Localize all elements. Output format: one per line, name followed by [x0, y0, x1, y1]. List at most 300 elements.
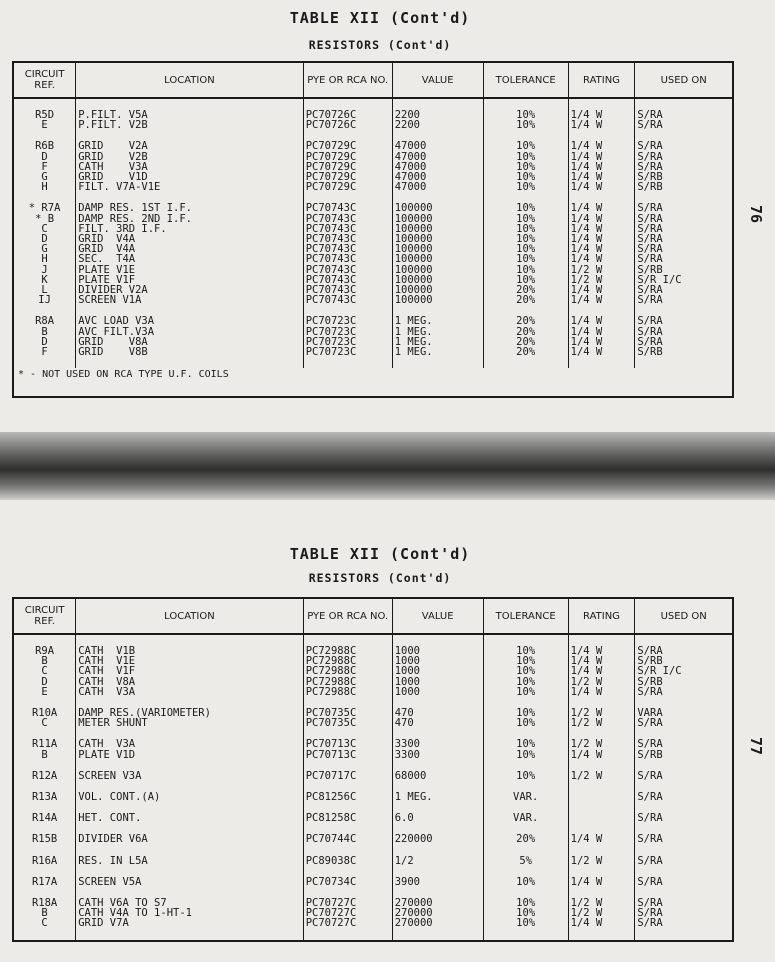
value-entry: 270000	[394, 917, 433, 930]
circuit-ref-entry: C	[41, 717, 48, 730]
circuit-ref-entry: C	[41, 665, 48, 678]
circuit-ref-entry: H	[41, 181, 48, 194]
part-number-entry: PC70717C	[305, 769, 357, 782]
location-entry: GRID V1D	[78, 171, 148, 184]
table-row	[13, 739, 733, 770]
tolerance-entry: 10%	[516, 212, 536, 225]
value-entry: 100000	[394, 263, 433, 276]
circuit-ref-entry: IJ	[38, 294, 51, 307]
cell-location	[76, 898, 304, 941]
table-subtitle: RESISTORS (Cont'd)	[308, 38, 452, 52]
rating-entry: 1/4 W	[570, 875, 603, 888]
location-entry: GRID V2A	[78, 140, 148, 153]
rating-entry: 1/4 W	[570, 665, 603, 678]
circuit-ref-entry: R14A	[31, 812, 58, 825]
tolerance-entry: 10%	[516, 109, 536, 121]
cell-tolerance	[483, 792, 568, 813]
cell-used-on	[635, 203, 733, 316]
value-entry: 1000	[394, 685, 420, 698]
cell-value	[392, 877, 483, 898]
used-on-entry: S/RB	[637, 675, 663, 688]
value-entry: 470	[394, 717, 414, 730]
tolerance-entry: 20%	[516, 833, 536, 846]
used-on-entry: S/RA	[637, 769, 663, 782]
circuit-ref-entry: B	[41, 907, 48, 920]
cell-part-number	[303, 141, 392, 203]
location-entry: PLATE V1E	[78, 263, 136, 276]
circuit-ref-entry: B	[41, 748, 48, 761]
value-entry: 47000	[394, 160, 427, 173]
part-number-entry: PC70713C	[305, 748, 357, 761]
part-number-entry: PC72988C	[305, 675, 357, 688]
used-on-entry: S/RA	[637, 160, 663, 173]
cell-circuit-ref	[13, 708, 76, 739]
location-entry: HET. CONT.	[78, 812, 142, 825]
part-number-entry: PC70743C	[305, 243, 357, 256]
cell-value	[392, 739, 483, 770]
rating-entry: 1/4 W	[570, 645, 603, 657]
part-number-entry: PC70743C	[305, 233, 357, 246]
table-title: TABLE XII (Cont'd)	[289, 545, 471, 563]
cell-used-on	[635, 771, 733, 792]
column-header-value: VALUE	[392, 62, 483, 98]
location-entry: CATH V3A	[78, 738, 136, 751]
circuit-ref-entry: L	[41, 284, 48, 297]
location-entry: DAMP RES. 2ND I.F.	[78, 212, 192, 225]
part-number-entry: PC70723C	[305, 315, 357, 328]
circuit-ref-entry: J	[41, 263, 48, 276]
location-entry: PLATE V1D	[78, 748, 136, 761]
rating-entry: 1/2 W	[570, 273, 603, 286]
tolerance-entry: 10%	[516, 222, 536, 235]
cell-part-number	[303, 898, 392, 941]
part-number-entry: PC70727C	[305, 907, 357, 920]
circuit-ref-entry: D	[41, 233, 48, 246]
cell-circuit-ref	[13, 141, 76, 203]
value-entry: 47000	[394, 181, 427, 194]
column-header-circuit-ref: CIRCUIT REF.	[13, 62, 76, 98]
circuit-ref-entry: R9A	[35, 645, 55, 657]
table-row	[13, 834, 733, 855]
cell-rating	[568, 316, 635, 368]
circuit-ref-entry: D	[41, 150, 48, 163]
location-entry: SCREEN V3A	[78, 769, 142, 782]
part-number-entry: PC70743C	[305, 294, 357, 307]
rating-entry: 1/4 W	[570, 119, 603, 132]
circuit-ref-entry: C	[41, 222, 48, 235]
cell-part-number	[303, 792, 392, 813]
used-on-entry: S/RA	[637, 717, 663, 730]
tolerance-entry: 10%	[516, 917, 536, 930]
circuit-ref-entry: R13A	[31, 791, 58, 804]
cell-rating	[568, 771, 635, 792]
page-fold-shadow	[0, 432, 775, 500]
value-entry: 6.0	[394, 812, 414, 825]
cell-value	[392, 792, 483, 813]
part-number-entry: PC70734C	[305, 875, 357, 888]
rating-entry: 1/4 W	[570, 160, 603, 173]
footnote: * - NOT USED ON RCA TYPE U.F. COILS	[18, 369, 229, 381]
circuit-ref-entry: R17A	[31, 875, 58, 888]
rating-entry: 1/2 W	[570, 738, 603, 751]
used-on-entry: S/RB	[637, 748, 663, 761]
cell-value	[392, 110, 483, 141]
resistors-table	[12, 597, 734, 942]
value-entry: 100000	[394, 284, 433, 297]
tolerance-entry: 10%	[516, 769, 536, 782]
cell-circuit-ref	[13, 771, 76, 792]
cell-circuit-ref	[13, 813, 76, 834]
location-entry: METER SHUNT	[78, 717, 148, 730]
used-on-entry: S/RA	[637, 140, 663, 153]
cell-location	[76, 646, 304, 708]
rating-entry: 1/4 W	[570, 253, 603, 266]
cell-used-on	[635, 856, 733, 877]
circuit-ref-entry: R11A	[31, 738, 58, 751]
tolerance-entry: 20%	[516, 294, 536, 307]
tolerance-entry: 10%	[516, 897, 536, 910]
value-entry: 1/2	[394, 854, 414, 867]
location-entry: FILT. 3RD I.F.	[78, 222, 167, 235]
tolerance-entry: 10%	[516, 655, 536, 668]
part-number-entry: PC70744C	[305, 833, 357, 846]
resistors-table	[12, 61, 734, 398]
tolerance-entry: 10%	[516, 150, 536, 163]
location-entry: CATH V1E	[78, 655, 136, 668]
cell-circuit-ref	[13, 856, 76, 877]
circuit-ref-entry: G	[41, 243, 48, 256]
cell-location	[76, 110, 304, 141]
rating-entry: 1/4 W	[570, 181, 603, 194]
column-header-part-number: PYE OR RCA NO.	[303, 62, 392, 98]
location-entry: SCREEN V5A	[78, 875, 142, 888]
value-entry: 100000	[394, 222, 433, 235]
location-entry: GRID V7A	[78, 917, 129, 930]
circuit-ref-entry: H	[41, 253, 48, 266]
part-number-entry: PC81256C	[305, 791, 357, 804]
cell-tolerance	[483, 316, 568, 368]
part-number-entry: PC70723C	[305, 335, 357, 348]
column-header-location: LOCATION	[76, 598, 304, 634]
tolerance-entry: 20%	[516, 335, 536, 348]
value-entry: 3300	[394, 748, 420, 761]
cell-part-number	[303, 708, 392, 739]
value-entry: 1000	[394, 645, 420, 657]
location-entry: PLATE V1F	[78, 273, 136, 286]
cell-circuit-ref	[13, 898, 76, 941]
cell-part-number	[303, 856, 392, 877]
circuit-ref-entry: G	[41, 171, 48, 184]
used-on-entry: S/RA	[637, 315, 663, 328]
value-entry: 100000	[394, 273, 433, 286]
location-entry: CATH V6A TO S7	[78, 897, 167, 910]
tolerance-entry: 10%	[516, 875, 536, 888]
circuit-ref-entry: * B	[35, 212, 55, 225]
cell-part-number	[303, 203, 392, 316]
cell-used-on	[635, 898, 733, 941]
rating-entry: 1/2 W	[570, 263, 603, 276]
used-on-entry: S/RA	[637, 294, 663, 307]
cell-tolerance	[483, 141, 568, 203]
circuit-ref-entry: R6B	[35, 140, 55, 153]
table-row	[13, 141, 733, 203]
cell-circuit-ref	[13, 110, 76, 141]
tolerance-entry: 20%	[516, 284, 536, 297]
value-entry: 220000	[394, 833, 433, 846]
circuit-ref-entry: D	[41, 335, 48, 348]
circuit-ref-entry: D	[41, 675, 48, 688]
circuit-ref-entry: B	[41, 655, 48, 668]
rating-entry: 1/4 W	[570, 202, 603, 215]
part-number-entry: PC70743C	[305, 253, 357, 266]
page-76	[0, 0, 775, 432]
rating-entry: 1/4 W	[570, 315, 603, 328]
location-entry: RES. IN L5A	[78, 854, 148, 867]
tolerance-entry: 10%	[516, 233, 536, 246]
cell-rating	[568, 203, 635, 316]
used-on-entry: S/R I/C	[637, 665, 682, 678]
rating-entry: 1/4 W	[570, 212, 603, 225]
table-row	[13, 792, 733, 813]
table-row	[13, 856, 733, 877]
used-on-entry: S/RA	[637, 685, 663, 698]
column-header-used-on: USED ON	[635, 598, 733, 634]
cell-circuit-ref	[13, 834, 76, 855]
location-entry: CATH V3A	[78, 685, 136, 698]
part-number-entry: PC70729C	[305, 150, 357, 163]
circuit-ref-entry: * R7A	[28, 202, 61, 215]
value-entry: 100000	[394, 212, 433, 225]
tolerance-entry: 5%	[519, 854, 532, 867]
table-row	[13, 708, 733, 739]
cell-location	[76, 792, 304, 813]
table-header-row	[13, 598, 733, 634]
cell-value	[392, 834, 483, 855]
rating-entry: 1/2 W	[570, 717, 603, 730]
value-entry: 100000	[394, 294, 433, 307]
value-entry: 68000	[394, 769, 427, 782]
used-on-entry: S/RB	[637, 181, 663, 194]
used-on-entry: S/RB	[637, 346, 663, 359]
column-header-tolerance: TOLERANCE	[483, 62, 568, 98]
tolerance-entry: VAR.	[513, 791, 539, 804]
tolerance-entry: 10%	[516, 243, 536, 256]
cell-circuit-ref	[13, 739, 76, 770]
value-entry: 100000	[394, 202, 433, 215]
used-on-entry: S/RB	[637, 655, 663, 668]
location-entry: SEC. T4A	[78, 253, 136, 266]
table-row	[13, 898, 733, 941]
cell-rating	[568, 708, 635, 739]
cell-rating	[568, 834, 635, 855]
tolerance-entry: 10%	[516, 707, 536, 720]
tolerance-entry: 10%	[516, 685, 536, 698]
used-on-entry: S/R I/C	[637, 273, 682, 286]
cell-tolerance	[483, 203, 568, 316]
cell-rating	[568, 813, 635, 834]
cell-location	[76, 203, 304, 316]
used-on-entry: S/RA	[637, 645, 663, 657]
value-entry: 1000	[394, 655, 420, 668]
location-entry: GRID V8A	[78, 335, 148, 348]
cell-tolerance	[483, 813, 568, 834]
rating-entry: 1/4 W	[570, 243, 603, 256]
location-entry: CATH V1B	[78, 645, 136, 657]
part-number-entry: PC70726C	[305, 109, 357, 121]
used-on-entry: S/RB	[637, 263, 663, 276]
rating-entry: 1/4 W	[570, 233, 603, 246]
cell-location	[76, 813, 304, 834]
part-number-entry: PC70729C	[305, 160, 357, 173]
location-entry: DIVIDER V6A	[78, 833, 148, 846]
used-on-entry: S/RA	[637, 284, 663, 297]
used-on-entry: S/RA	[637, 917, 663, 930]
value-entry: 47000	[394, 150, 427, 163]
cell-circuit-ref	[13, 877, 76, 898]
rating-entry: 1/2 W	[570, 769, 603, 782]
part-number-entry: PC70713C	[305, 738, 357, 751]
circuit-ref-entry: E	[41, 119, 48, 132]
tolerance-entry: 10%	[516, 748, 536, 761]
column-header-rating: RATING	[568, 598, 635, 634]
tolerance-entry: 10%	[516, 645, 536, 657]
cell-tolerance	[483, 834, 568, 855]
used-on-entry: S/RA	[637, 833, 663, 846]
circuit-ref-entry: R16A	[31, 854, 58, 867]
used-on-entry: S/RA	[637, 325, 663, 338]
cell-location	[76, 708, 304, 739]
part-number-entry: PC70735C	[305, 717, 357, 730]
used-on-entry: S/RA	[637, 202, 663, 215]
column-header-location: LOCATION	[76, 62, 304, 98]
part-number-entry: PC72988C	[305, 645, 357, 657]
circuit-ref-entry: R5D	[35, 109, 55, 121]
rating-entry: 1/4 W	[570, 917, 603, 930]
used-on-entry: S/RA	[637, 212, 663, 225]
used-on-entry: S/RA	[637, 875, 663, 888]
cell-location	[76, 739, 304, 770]
location-entry: AVC LOAD V3A	[78, 315, 155, 328]
cell-circuit-ref	[13, 316, 76, 368]
rating-entry: 1/2 W	[570, 907, 603, 920]
value-entry: 1 MEG.	[394, 315, 433, 328]
column-header-circuit-ref: CIRCUIT REF.	[13, 598, 76, 634]
value-entry: 1 MEG.	[394, 335, 433, 348]
value-entry: 1 MEG.	[394, 791, 433, 804]
location-entry: P.FILT. V2B	[78, 119, 148, 132]
column-header-value: VALUE	[392, 598, 483, 634]
cell-rating	[568, 646, 635, 708]
cell-used-on	[635, 813, 733, 834]
location-entry: CATH V4A TO 1-HT-1	[78, 907, 192, 920]
circuit-ref-entry: R15B	[31, 833, 58, 846]
tolerance-entry: 10%	[516, 263, 536, 276]
cell-used-on	[635, 646, 733, 708]
cell-part-number	[303, 834, 392, 855]
circuit-ref-entry: K	[41, 273, 48, 286]
cell-circuit-ref	[13, 792, 76, 813]
cell-tolerance	[483, 646, 568, 708]
location-entry: FILT. V7A-V1E	[78, 181, 161, 194]
cell-tolerance	[483, 110, 568, 141]
tolerance-entry: 10%	[516, 160, 536, 173]
used-on-entry: S/RA	[637, 222, 663, 235]
page-number: 77	[746, 736, 765, 756]
cell-value	[392, 856, 483, 877]
rating-entry: 1/2 W	[570, 707, 603, 720]
cell-value	[392, 203, 483, 316]
part-number-entry: PC70743C	[305, 273, 357, 286]
tolerance-entry: 10%	[516, 675, 536, 688]
part-number-entry: PC70729C	[305, 181, 357, 194]
value-entry: 47000	[394, 140, 427, 153]
column-header-rating: RATING	[568, 62, 635, 98]
table-row	[13, 877, 733, 898]
value-entry: 3900	[394, 875, 420, 888]
cell-rating	[568, 877, 635, 898]
table-row	[13, 316, 733, 368]
cell-rating	[568, 141, 635, 203]
value-entry: 1 MEG.	[394, 325, 433, 338]
tolerance-entry: 10%	[516, 119, 536, 132]
part-number-entry: PC72988C	[305, 655, 357, 668]
used-on-entry: S/RA	[637, 738, 663, 751]
value-entry: 1000	[394, 665, 420, 678]
part-number-entry: PC72988C	[305, 665, 357, 678]
rating-entry: 1/4 W	[570, 685, 603, 698]
used-on-entry: S/RA	[637, 907, 663, 920]
location-entry: CATH V3A	[78, 160, 148, 173]
cell-location	[76, 834, 304, 855]
cell-value	[392, 813, 483, 834]
part-number-entry: PC72988C	[305, 685, 357, 698]
value-entry: 270000	[394, 897, 433, 910]
rating-entry: 1/2 W	[570, 897, 603, 910]
part-number-entry: PC70743C	[305, 284, 357, 297]
cell-rating	[568, 792, 635, 813]
tolerance-entry: VAR.	[513, 812, 539, 825]
location-entry: GRID V4A	[78, 243, 136, 256]
cell-value	[392, 646, 483, 708]
tolerance-entry: 10%	[516, 181, 536, 194]
circuit-ref-entry: R8A	[35, 315, 55, 328]
tolerance-entry: 10%	[516, 907, 536, 920]
cell-part-number	[303, 739, 392, 770]
cell-tolerance	[483, 771, 568, 792]
circuit-ref-entry: R12A	[31, 769, 58, 782]
part-number-entry: PC70743C	[305, 202, 357, 215]
rating-entry: 1/4 W	[570, 109, 603, 121]
rating-entry: 1/4 W	[570, 346, 603, 359]
location-entry: P.FILT. V5A	[78, 109, 148, 121]
circuit-ref-entry: E	[41, 685, 48, 698]
rating-entry: 1/4 W	[570, 150, 603, 163]
used-on-entry: S/RA	[637, 119, 663, 132]
cell-value	[392, 708, 483, 739]
part-number-entry: PC70727C	[305, 897, 357, 910]
tolerance-entry: 10%	[516, 202, 536, 215]
location-entry: DAMP RES.(VARIOMETER)	[78, 707, 211, 720]
cell-value	[392, 898, 483, 941]
table-row	[13, 203, 733, 316]
rating-entry	[571, 792, 633, 802]
cell-used-on	[635, 739, 733, 770]
cell-used-on	[635, 708, 733, 739]
cell-part-number	[303, 877, 392, 898]
value-entry: 100000	[394, 243, 433, 256]
value-entry: 470	[394, 707, 414, 720]
tolerance-entry: 20%	[516, 325, 536, 338]
